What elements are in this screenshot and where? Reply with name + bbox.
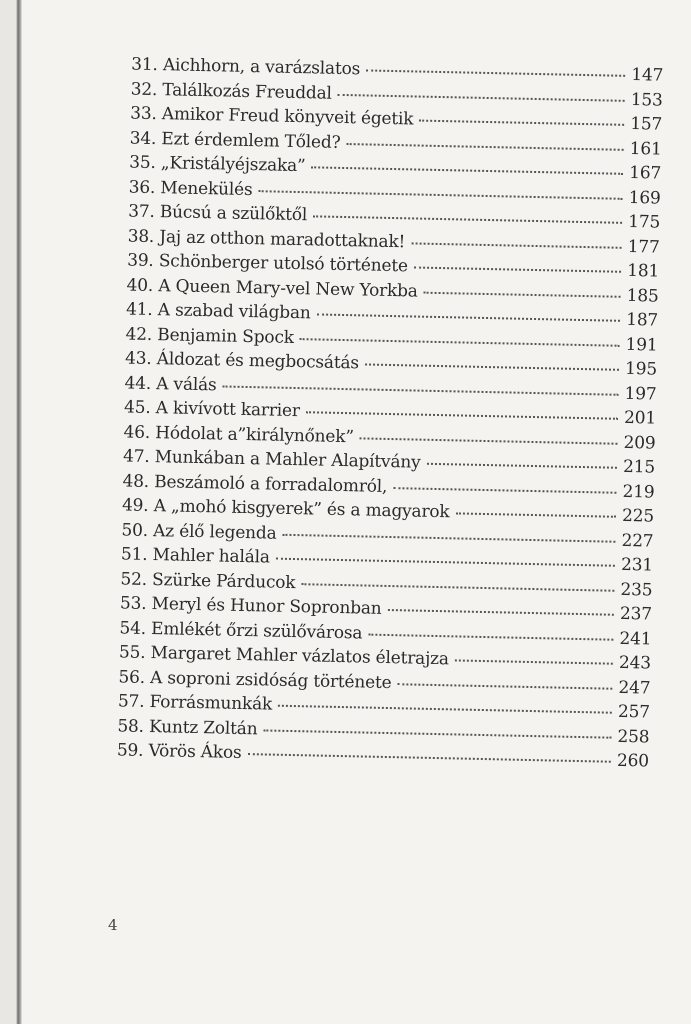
dot-leader <box>311 166 623 175</box>
dot-leader <box>300 338 620 347</box>
dot-leader <box>313 215 622 223</box>
dot-leader <box>317 313 621 321</box>
dot-leader <box>455 659 613 664</box>
toc-entry-title: 45. A kivívott karrier <box>123 397 300 422</box>
dot-leader <box>263 729 611 738</box>
dot-leader <box>338 93 625 101</box>
toc-entry-page: 181 <box>627 260 660 282</box>
toc-entry-title: 58. Kuntz Zoltán <box>117 715 258 739</box>
dot-leader <box>258 190 622 200</box>
toc-entry-page: 235 <box>620 579 653 601</box>
toc-entry-page: 257 <box>617 701 651 723</box>
toc-entry-page: 243 <box>618 652 652 674</box>
dot-leader <box>247 753 610 763</box>
dot-leader <box>365 363 619 370</box>
toc-entry-page: 153 <box>630 89 663 111</box>
toc-entry-title: 37. Búcsú a szülőktől <box>128 201 308 226</box>
table-of-contents <box>117 55 664 776</box>
dot-leader <box>419 120 624 126</box>
dot-leader <box>366 69 625 76</box>
toc-entry-title: 55. Margaret Mahler vázlatos életrajza <box>118 642 450 670</box>
toc-entry-page: 227 <box>621 530 654 552</box>
dot-leader <box>388 609 615 616</box>
toc-entry-page: 231 <box>620 554 654 576</box>
toc-entry-title: 44. A válás <box>124 372 217 395</box>
toc-entry-page: 209 <box>623 432 656 454</box>
toc-entry-title: 47. Munkában a Mahler Alapítvány <box>122 446 421 473</box>
toc-entry-title: 36. Menekülés <box>128 176 253 200</box>
toc-entry-page: 215 <box>622 456 656 478</box>
toc-entry-title: 48. Beszámoló a forradalomról, <box>122 470 388 497</box>
dot-leader <box>223 385 619 395</box>
toc-entry-title: 54. Emlékét őrzi szülővárosa <box>119 617 363 643</box>
dot-leader <box>276 558 615 567</box>
dot-leader <box>455 512 616 517</box>
toc-entry-title: 57. Forrásmunkák <box>117 691 273 715</box>
dot-leader <box>282 533 615 542</box>
dot-leader <box>424 291 621 297</box>
toc-entry-title: 38. Jaj az otthon maradottaknak! <box>127 225 406 252</box>
dot-leader <box>393 487 616 494</box>
dot-leader <box>368 633 613 640</box>
dot-leader <box>397 683 612 690</box>
toc-entry-title: 40. A Queen Mary-vel New Yorkba <box>126 274 418 302</box>
toc-entry-title: 39. Schönberger utolsó története <box>126 250 409 277</box>
dot-leader <box>306 411 618 420</box>
dot-leader <box>346 143 623 151</box>
toc-entry-title: 53. Meryl és Hunor Sopronban <box>119 593 382 619</box>
toc-entry-title: 42. Benjamin Spock <box>125 323 295 348</box>
toc-entry-title: 43. Áldozat és megbocsátás <box>124 348 360 374</box>
toc-entry-page: 237 <box>619 603 653 625</box>
toc-entry-page: 147 <box>631 64 664 86</box>
toc-entry-title: 56. A soproni zsidóság története <box>118 666 392 693</box>
toc-entry-page: 191 <box>625 334 658 356</box>
toc-entry-page: 225 <box>621 505 655 527</box>
toc-entry-page: 219 <box>622 481 655 503</box>
toc-entry-title: 41. A szabad világban <box>125 299 311 324</box>
dot-leader <box>414 266 621 272</box>
toc-entry-page: 177 <box>627 236 660 258</box>
toc-entry-title: 33. Amikor Freud könyveit égetik <box>130 103 414 130</box>
toc-entry-page: 197 <box>624 383 657 405</box>
toc-entry-page: 157 <box>630 113 663 135</box>
toc-entry-title: 34. Ezt érdemlem Tőled? <box>129 127 341 153</box>
toc-entry-title: 59. Vörös Ákos <box>116 740 242 763</box>
toc-entry-title: 52. Szürke Párducok <box>120 568 296 593</box>
toc-entry-title: 31. Aichhorn, a varázslatos <box>131 54 361 80</box>
toc-entry-page: 187 <box>625 309 659 331</box>
toc-entry-page: 241 <box>619 628 652 650</box>
toc-entry-page: 169 <box>628 187 661 209</box>
toc-entry-title: 51. Mahler halála <box>120 544 271 568</box>
dot-leader <box>426 463 617 469</box>
toc-entry-page: 260 <box>616 750 650 772</box>
toc-entry-page: 247 <box>618 677 651 699</box>
dot-leader <box>360 437 618 444</box>
dot-leader <box>278 705 612 714</box>
page-number: 4 <box>108 916 118 934</box>
dot-leader <box>411 242 622 248</box>
toc-entry-page: 195 <box>624 358 658 380</box>
toc-entry-page: 185 <box>626 285 659 307</box>
toc-entry-page: 167 <box>629 162 662 184</box>
toc-entry-page: 161 <box>629 138 662 160</box>
toc-entry-title: 35. „Kristályéjszaka” <box>129 152 306 177</box>
toc-entry-page: 175 <box>628 211 661 233</box>
toc-entry-page: 201 <box>623 407 657 429</box>
dot-leader <box>301 583 614 592</box>
toc-entry-title: 46. Hódolat a”királynőnek” <box>123 421 355 447</box>
toc-entry-title: 32. Találkozás Freuddal <box>130 79 332 104</box>
toc-entry-title: 49. A „mohó kisgyerek” és a magyarok <box>121 495 450 523</box>
page-binding-edge <box>0 0 22 1024</box>
toc-entry-title: 50. Az élő legenda <box>121 519 277 544</box>
toc-entry-page: 258 <box>617 726 650 747</box>
